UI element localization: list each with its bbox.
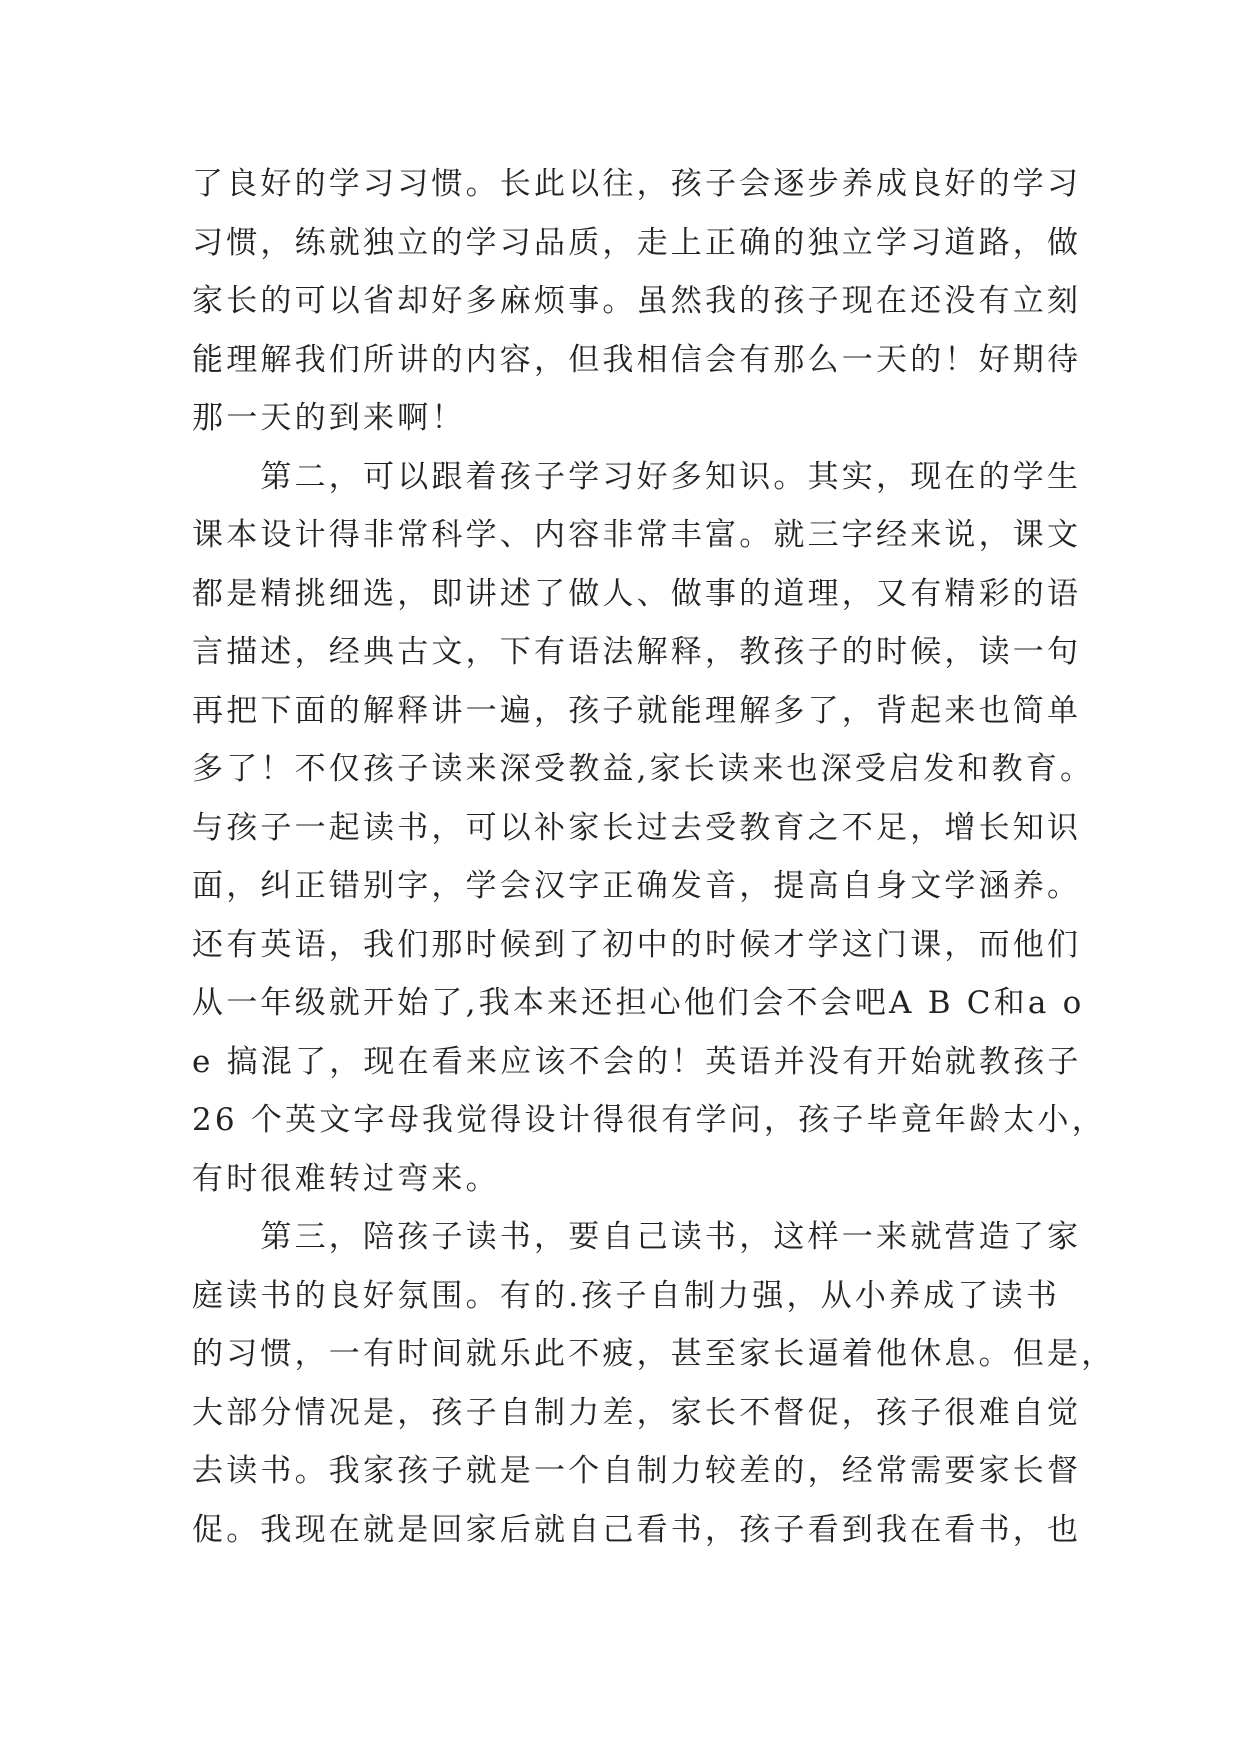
text-line: 大部分情况是，孩子自制力差，家长不督促，孩子很难自觉 — [192, 1394, 1082, 1431]
text-line: 促。我现在就是回家后就自己看书，孩子看到我在看书，也 — [192, 1511, 1082, 1548]
body-text — [192, 155, 1116, 1559]
text-line: 有时很难转过弯来。 — [192, 1160, 500, 1197]
text-line: 课本设计得非常科学、内容非常丰富。就三字经来说，课文 — [192, 517, 1082, 553]
text-line: 能理解我们所讲的内容，但我相信会有那么一天的！好期待 — [192, 341, 1082, 378]
text-line: 的习惯，一有时间就乐此不疲，甚至家长逼着他休息。但是， — [192, 1336, 1116, 1372]
text-line: 那一天的到来啊！ — [192, 400, 466, 436]
text-line: 第二，可以跟着孩子学习好多知识。其实，现在的学生 — [192, 458, 1082, 495]
text-line: 还有英语，我们那时候到了初中的时候才学这门课，而他们 — [192, 926, 1082, 963]
text-line: 从一年级就开始了,我本来还担心他们会不会吧A B C和a o — [192, 985, 1085, 1021]
text-line: 再把下面的解释讲一遍，孩子就能理解多了，背起来也简单 — [192, 692, 1082, 729]
text-line: 26 个英文字母我觉得设计得很有学问，孩子毕竟年龄太小， — [192, 1102, 1106, 1138]
text-line: 面，纠正错别字，学会汉字正确发音，提高自身文学涵养。 — [192, 868, 1082, 904]
text-line: 言描述，经典古文，下有语法解释，教孩子的时候，读一句 — [192, 634, 1082, 670]
text-line: 了良好的学习习惯。长此以往，孩子会逐步养成良好的学习 — [192, 166, 1082, 202]
text-line: e 搞混了，现在看来应该不会的！英语并没有开始就教孩子 — [192, 1043, 1082, 1080]
text-line: 庭读书的良好氛围。有的.孩子自制力强，从小养成了读书 — [192, 1277, 1061, 1314]
text-line: 家长的可以省却好多麻烦事。虽然我的孩子现在还没有立刻 — [192, 283, 1082, 319]
text-line: 第三，陪孩子读书，要自己读书，这样一来就营造了家 — [192, 1219, 1082, 1255]
text-line: 多了！不仅孩子读来深受教益,家长读来也深受启发和教育。 — [192, 751, 1095, 787]
text-line: 去读书。我家孩子就是一个自制力较差的，经常需要家长督 — [192, 1453, 1082, 1489]
text-line: 与孩子一起读书，可以补家长过去受教育之不足，增长知识 — [192, 809, 1082, 846]
text-line: 都是精挑细选，即讲述了做人、做事的道理，又有精彩的语 — [192, 575, 1082, 612]
text-line: 习惯，练就独立的学习品质，走上正确的独立学习道路，做 — [192, 224, 1082, 261]
